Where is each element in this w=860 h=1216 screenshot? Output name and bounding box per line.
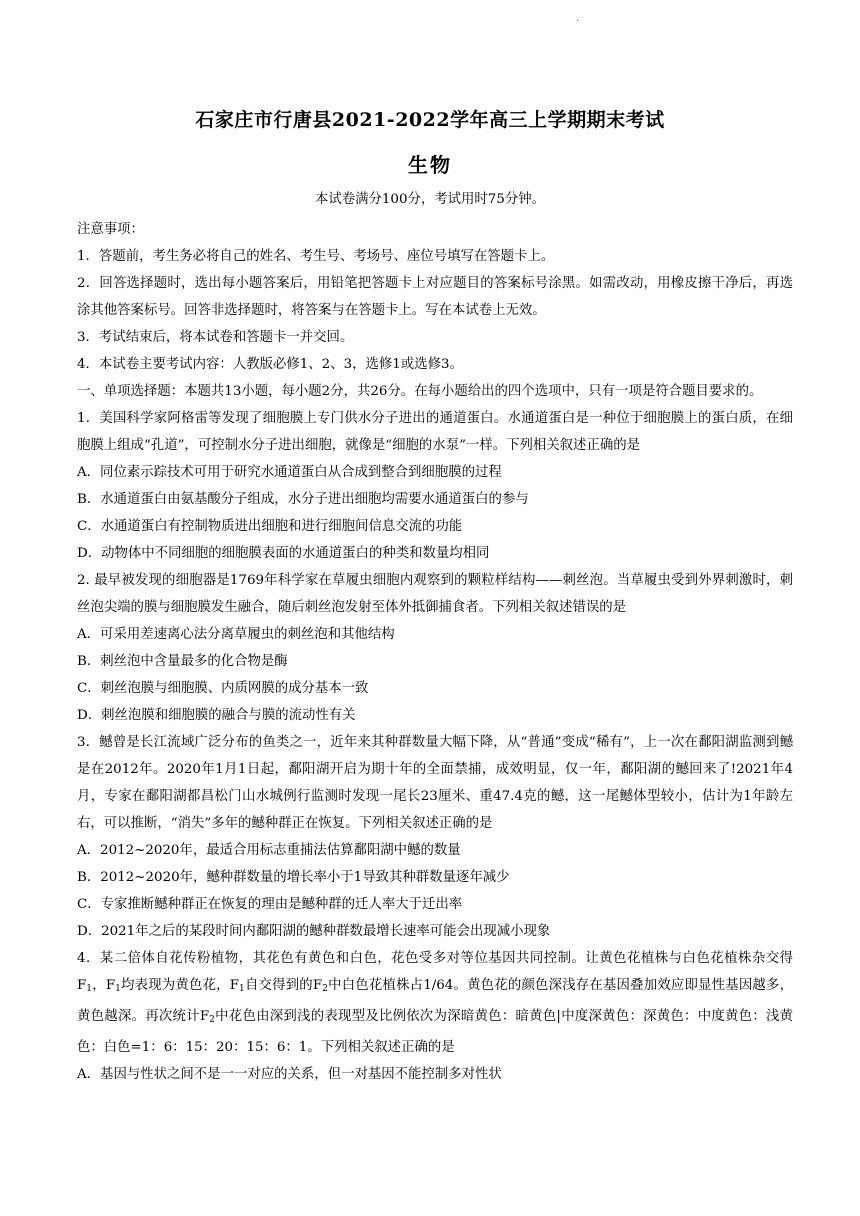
question-option: A．可采用差速离心法分离草履虫的刺丝泡和其他结构: [77, 627, 395, 642]
stem-text: 自交得到的F: [244, 978, 323, 993]
exam-title: 石家庄市行唐县2021-2022学年高三上学期期末考试: [195, 109, 665, 131]
question-stem: 2. 最早被发现的细胞器是1769年科学家在草履虫细胞内观察到的颗粒样结构——刺丝泡。当草履虫受到外界刺激时，刺丝泡尖端的膜与细胞膜发生融合，随后刺丝泡发射至体外抵御捕食者。下列相关叙述错误的是: [77, 573, 793, 615]
subscript: 2: [209, 1015, 215, 1025]
question-option: A．2012~2020年，最适合用标志重捕法估算鄱阳湖中鳡的数量: [77, 843, 461, 858]
subject-title: 生物: [408, 153, 452, 177]
subscript: 2: [322, 984, 328, 994]
question-option: C．水通道蛋白有控制物质进出细胞和进行细胞间信息交流的功能: [77, 519, 463, 534]
notes-heading: 注意事项：: [77, 222, 144, 237]
note-item: 2．回答选择题时，选出每小题答案后，用铅笔把答题卡上对应题目的答案标号涂黑。如需改动，用橡皮擦干净后，再选涂其他答案标号。回答非选择题时，将答案与在答题卡上。写在本试卷上无效。: [77, 276, 793, 318]
stem-text: 中花色由深到浅的表现型及比例依次为深暗黄色：暗黄色|中度深黄色：深黄色：中度黄色：浅黄色：白色=1：6：15：20：15：6：1。下列相关叙述正确的是: [77, 1009, 793, 1055]
question-option: D．刺丝泡膜和细胞膜的融合与膜的流动性有关: [77, 708, 356, 723]
question-option: B．刺丝泡中含量最多的化合物是酶: [77, 654, 288, 669]
question-option: C．专家推断鳡种群正在恢复的理由是鳡种群的迁人率大于迁出率: [77, 897, 463, 912]
question-option: C．刺丝泡膜与细胞膜、内质网膜的成分基本一致: [77, 681, 369, 696]
note-item: 1．答题前，考生务必将自己的姓名、考生号、考场号、座位号填写在答题卡上。: [77, 249, 555, 264]
note-item: 3．考试结束后，将本试卷和答题卡一并交回。: [77, 330, 354, 345]
question-option: B．2012~2020年，鳡种群数量的增长率小于1导致其种群数量逐年减少: [77, 870, 510, 885]
note-item: 4．本试卷主要考试内容：人教版必修1、2、3，选修1或选修3。: [77, 357, 463, 372]
subscript: 1: [239, 984, 245, 994]
subscript: 1: [115, 984, 121, 994]
stem-text: ，F: [92, 978, 116, 993]
exam-body: [77, 216, 793, 1088]
question-option: B．水通道蛋白由氨基酸分子组成，水分子进出细胞均需要水通道蛋白的参与: [77, 492, 529, 507]
exam-intro: 本试卷满分100分，考试用时75分钟。: [314, 192, 546, 207]
question-stem: [77, 945, 793, 1061]
question-option: A．基因与性状之间不是一一对应的关系，但一对基因不能控制多对性状: [77, 1067, 502, 1082]
question-stem: 3．鳡曾是长江流域广泛分布的鱼类之一，近年来其种群数量大幅下降，从“普通”变成“稀有”，上一次在鄱阳湖监测到鳡是在2012年。2020年1月1日起，鄱阳湖开启为期十年的全面禁捕，成效明显，仅一年，鄱阳湖的鳡回来了!2021年4月，专家在鄱阳湖都昌松门山水城例行监测时发现一尾长23厘米、重47.4克的鳡，这一尾鳡体型较小，估计为1年龄左右，可以推断，“消失”多年的鳡种群正在恢复。下列相关叙述正确的是: [77, 735, 793, 831]
header-dot: ·: [576, 16, 580, 27]
question-option: D．动物体中不同细胞的细胞膜表面的水通道蛋白的种类和数量均相同: [77, 546, 490, 561]
question-option: A．同位素示踪技术可用于研究水通道蛋白从合成到整合到细胞膜的过程: [77, 465, 502, 480]
section-heading: 一、单项选择题：本题共13小题，每小题2分，共26分。在每小题给出的四个选项中，只有一项是符合题目要求的。: [77, 384, 763, 399]
stem-text: 均表现为黄色花，F: [120, 978, 240, 993]
stem-text: 中白色花植株占1/64。黄色花的颜色深浅存在基因叠加效应即显性基因越多，黄色越深。再次统计F: [77, 978, 793, 1024]
question-option: D．2021年之后的某段时间内鄱阳湖的鳡种群数最增长速率可能会出现减小现象: [77, 924, 551, 939]
question-stem: 1．美国科学家阿格雷等发现了细胞膜上专门供水分子进出的通道蛋白。水通道蛋白是一种位于细胞膜上的蛋白质，在细胞膜上组成“孔道”，可控制水分子进出细胞，就像是“细胞的水泵”一样。下列相关叙述正确的是: [77, 411, 793, 453]
subscript: 1: [86, 984, 93, 994]
stem-text: 4．某二倍体自花传粉植物，其花色有黄色和白色，花色受多对等位基因共同控制。让黄色花植株与白色花植株杂交得F: [77, 951, 793, 993]
